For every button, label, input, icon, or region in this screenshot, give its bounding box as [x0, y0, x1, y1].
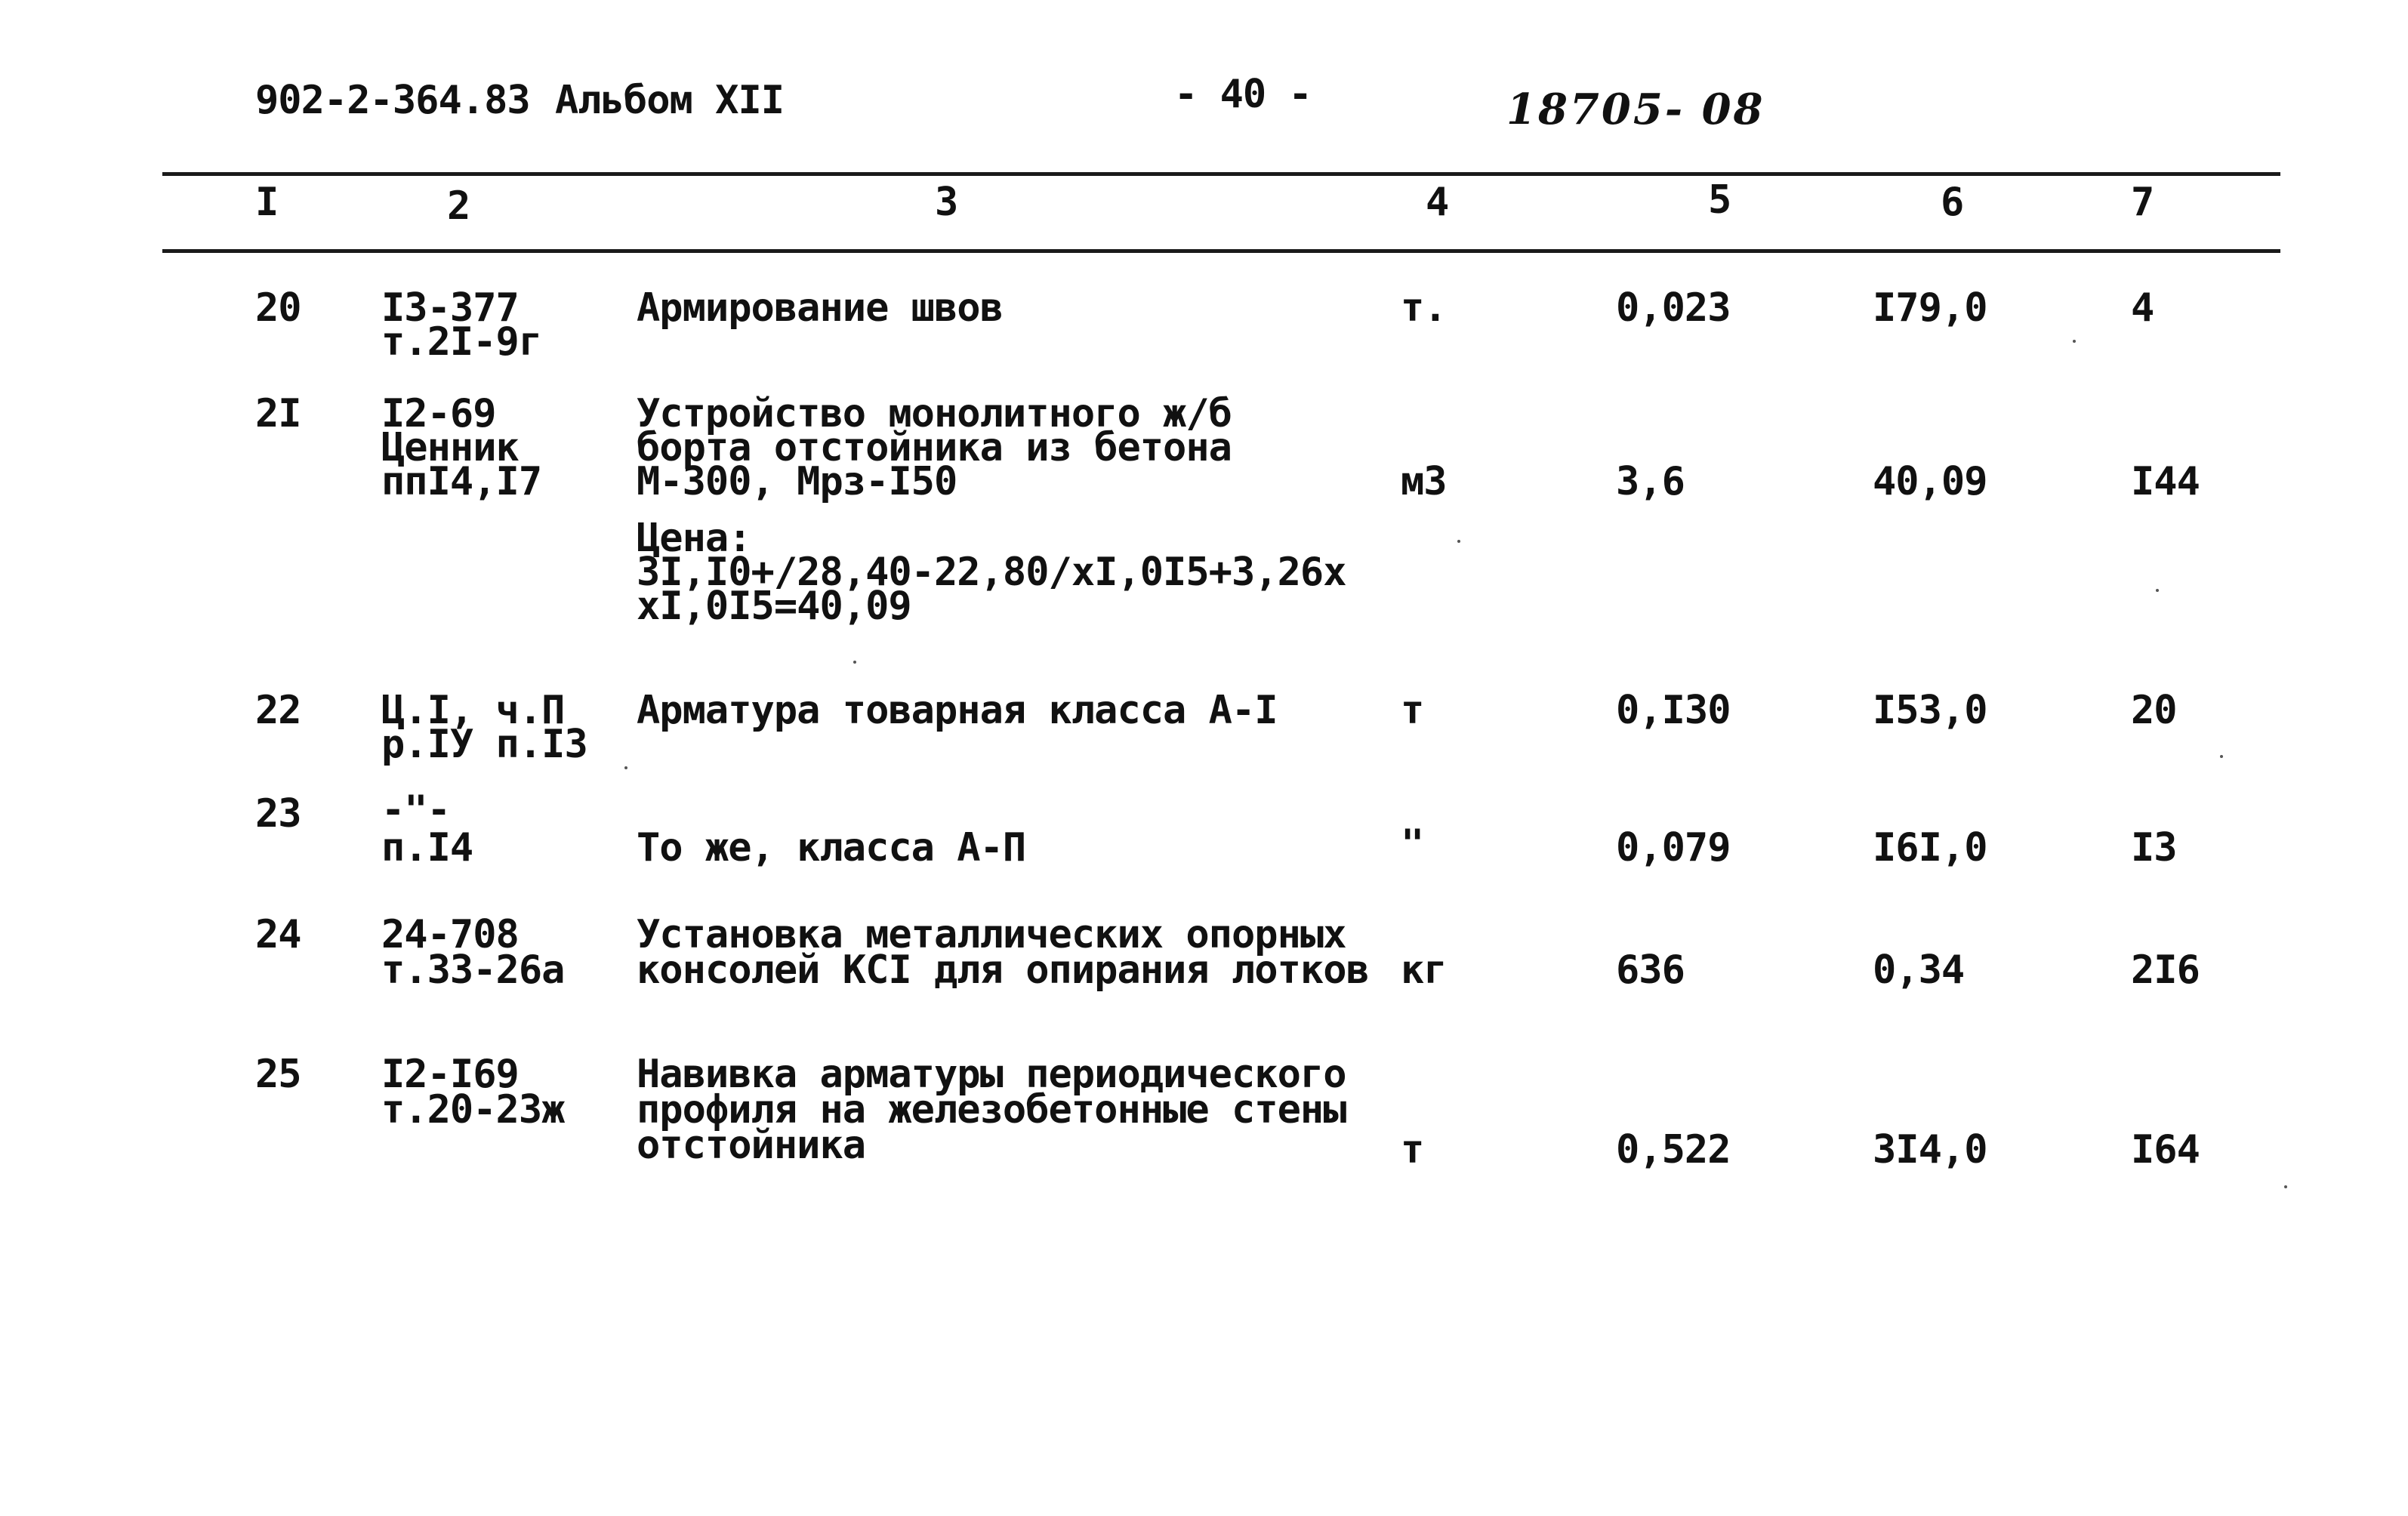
scan-speck — [624, 766, 627, 769]
row-price: I6I,0 — [1873, 825, 1987, 870]
row-description: Навивка арматуры периодического — [637, 1052, 1346, 1097]
row-total: 4 — [2131, 285, 2154, 331]
row-price: 40,09 — [1873, 459, 1987, 504]
scan-speck — [2284, 1185, 2287, 1188]
row-unit: м3 — [1401, 459, 1447, 504]
row-ref: I3-377 — [381, 285, 519, 331]
row-total: 20 — [2131, 688, 2177, 733]
row-total: I64 — [2131, 1127, 2200, 1172]
row-ref: р.IУ п.I3 — [381, 722, 587, 767]
row-description: Арматура товарная класса А-I — [637, 688, 1278, 733]
row-quantity: 0,023 — [1616, 285, 1731, 331]
row-quantity: 3,6 — [1616, 459, 1685, 504]
row-number: 24 — [255, 912, 301, 957]
row-unit: т — [1401, 688, 1424, 733]
row-description: Армирование швов — [637, 285, 1003, 331]
page-number: - 40 - — [1174, 72, 1312, 117]
row-quantity: 0,079 — [1616, 825, 1731, 870]
row-ref: т.2I-9г — [381, 319, 542, 365]
row-number: 22 — [255, 688, 301, 733]
row-price: I53,0 — [1873, 688, 1987, 733]
row-description: профиля на железобетонные стены — [637, 1087, 1346, 1132]
row-description: Устройство монолитного ж/б — [637, 391, 1232, 436]
row-number: 20 — [255, 285, 301, 331]
row-quantity: 636 — [1616, 948, 1685, 993]
handwritten-number: 18705- 08 — [1506, 85, 1765, 134]
table-top-rule — [162, 172, 2280, 176]
column-header-1: I — [255, 180, 279, 225]
row-ref: т.33-26а — [381, 948, 565, 993]
row-quantity: 0,522 — [1616, 1127, 1731, 1172]
row-description: То же, класса А-П — [637, 825, 1026, 870]
doc-code: 902-2-364.83 — [255, 78, 530, 123]
row-total: I3 — [2131, 825, 2177, 870]
row-ref: -"- — [381, 787, 450, 833]
row-ref: Ценник — [381, 425, 519, 470]
row-total: 2I6 — [2131, 948, 2200, 993]
scan-speck — [2073, 340, 2076, 343]
row-unit: т — [1401, 1127, 1424, 1172]
row-price: 3I4,0 — [1873, 1127, 1987, 1172]
row-price-note: xI,0I5=40,09 — [637, 584, 911, 629]
row-ref: т.20-23ж — [381, 1087, 565, 1132]
scan-speck — [1457, 540, 1460, 543]
row-description: консолей КСI для опирания лотков — [637, 948, 1369, 993]
row-ref: ппI4,I7 — [381, 459, 542, 504]
row-description: борта отстойника из бетона — [637, 425, 1232, 470]
row-description: М-300, Мрз-I50 — [637, 459, 957, 504]
row-description: Установка металлических опорных — [637, 912, 1346, 957]
column-header-4: 4 — [1426, 180, 1449, 225]
row-quantity: 0,I30 — [1616, 688, 1731, 733]
column-header-2: 2 — [447, 183, 470, 229]
scan-speck — [2220, 755, 2223, 758]
row-ref: Ц.I, ч.П — [381, 688, 565, 733]
album-label: Альбом XII — [555, 78, 785, 123]
column-header-7: 7 — [2131, 180, 2154, 225]
row-description: отстойника — [637, 1123, 866, 1168]
scan-speck — [2156, 589, 2159, 592]
row-unit: " — [1401, 821, 1424, 867]
row-price-note: 3I,I0+/28,40-22,80/xI,0I5+3,26x — [637, 550, 1346, 595]
row-ref: I2-69 — [381, 391, 496, 436]
row-price: 0,34 — [1873, 948, 1965, 993]
column-header-6: 6 — [1941, 180, 1964, 225]
row-price-note: Цена: — [637, 516, 751, 561]
row-ref: п.I4 — [381, 825, 473, 870]
scan-speck — [853, 661, 856, 664]
row-price: I79,0 — [1873, 285, 1987, 331]
row-ref: 24-708 — [381, 912, 519, 957]
row-unit: кг — [1401, 948, 1447, 993]
row-unit: т. — [1401, 285, 1447, 331]
column-header-3: 3 — [935, 180, 958, 225]
column-header-5: 5 — [1708, 177, 1731, 223]
row-number: 2I — [255, 391, 301, 436]
row-number: 25 — [255, 1052, 301, 1097]
row-ref: I2-I69 — [381, 1052, 519, 1097]
row-number: 23 — [255, 791, 301, 837]
row-total: I44 — [2131, 459, 2200, 504]
table-header-rule — [162, 249, 2280, 253]
